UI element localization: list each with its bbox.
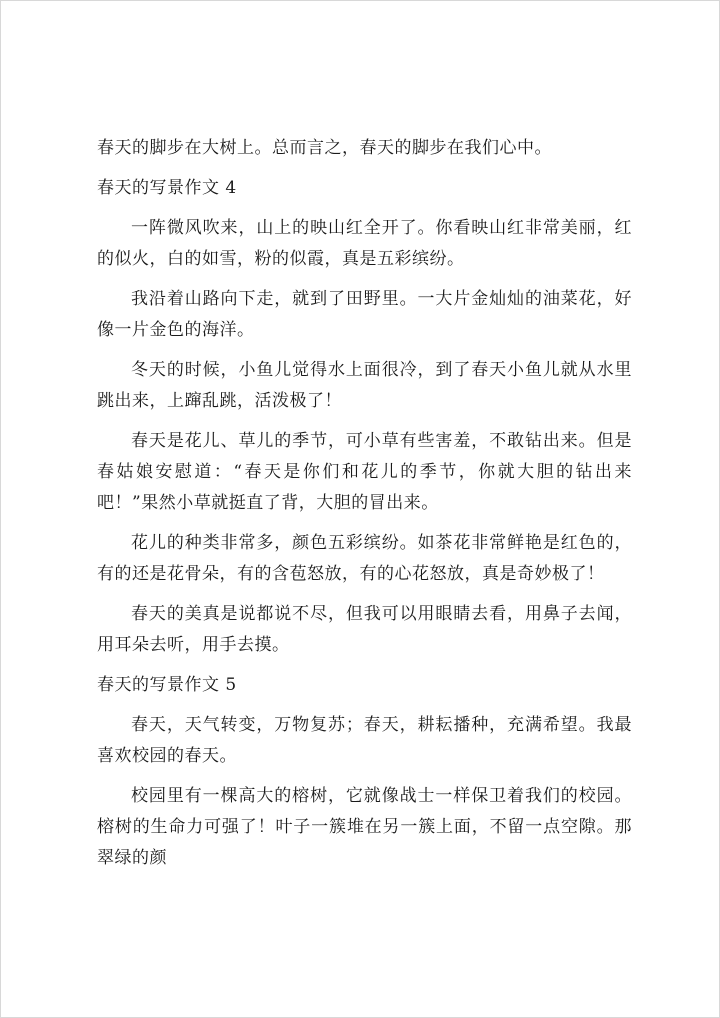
paragraph: 校园里有一棵高大的榕树，它就像战士一样保卫着我们的校园。榕树的生命力可强了！叶子一簇堆在另一簇上面，不留一点空隙。那翠绿的颜 bbox=[97, 786, 632, 868]
paragraph-continuation: 春天的脚步在大树上。总而言之，春天的脚步在我们心中。 bbox=[97, 138, 552, 158]
section-heading-4: 春天的写景作文 4 bbox=[97, 178, 237, 198]
paragraph: 一阵微风吹来，山上的映山红全开了。你看映山红非常美丽，红的似火，白的如雪，粉的似霞，真是五彩缤纷。 bbox=[97, 218, 632, 269]
paragraph: 花儿的种类非常多，颜色五彩缤纷。如茶花非常鲜艳是红色的，有的还是花骨朵，有的含苞怒放，有的心花怒放，真是奇妙极了！ bbox=[97, 533, 632, 584]
section-heading-5: 春天的写景作文 5 bbox=[97, 675, 237, 695]
paragraph: 冬天的时候，小鱼儿觉得水上面很冷，到了春天小鱼儿就从水里跳出来，上蹿乱跳，活泼极了！ bbox=[97, 360, 632, 411]
document-body bbox=[97, 133, 632, 883]
paragraph: 春天是花儿、草儿的季节，可小草有些害羞，不敢钻出来。但是春姑娘安慰道：“春天是你们和花儿的季节，你就大胆的钻出来吧！”果然小草就挺直了背，大胆的冒出来。 bbox=[97, 431, 632, 513]
paragraph: 春天，天气转变，万物复苏；春天，耕耘播种，充满希望。我最喜欢校园的春天。 bbox=[97, 715, 632, 766]
paragraph: 我沿着山路向下走，就到了田野里。一大片金灿灿的油菜花，好像一片金色的海洋。 bbox=[97, 289, 632, 340]
paragraph: 春天的美真是说都说不尽，但我可以用眼睛去看，用鼻子去闻，用耳朵去听，用手去摸。 bbox=[97, 604, 632, 655]
